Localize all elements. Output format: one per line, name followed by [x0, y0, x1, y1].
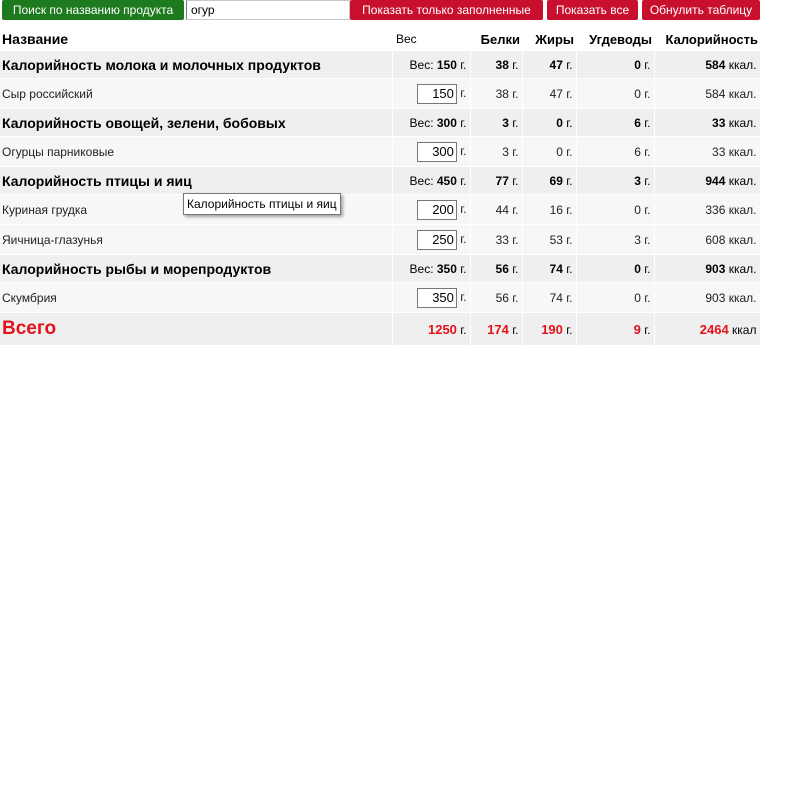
- category-row[interactable]: [0, 255, 760, 283]
- header-name: Название: [0, 27, 392, 51]
- category-fat-value: 69: [549, 173, 563, 188]
- table-header-row: [0, 27, 760, 51]
- total-carbs: [576, 313, 654, 346]
- category-kcal-value: 944: [705, 173, 726, 188]
- product-row: [0, 283, 760, 313]
- category-protein-unit: г.: [512, 261, 519, 276]
- weight-unit: г.: [460, 231, 467, 246]
- category-fat-value: 47: [549, 57, 563, 72]
- product-protein: 38 г.: [470, 79, 522, 109]
- product-fat: 53 г.: [522, 225, 576, 255]
- product-name: Куриная грудка: [0, 195, 392, 225]
- product-weight-cell: [392, 79, 470, 109]
- weight-input[interactable]: [417, 142, 457, 162]
- category-kcal: [654, 167, 760, 195]
- header-carbs: Угдеводы: [576, 27, 654, 51]
- product-protein: 33 г.: [470, 225, 522, 255]
- weight-unit: г.: [460, 289, 467, 304]
- category-kcal-unit: ккал.: [728, 173, 757, 188]
- category-protein-unit: г.: [512, 173, 519, 188]
- category-row[interactable]: [0, 109, 760, 137]
- product-kcal: 336 ккал.: [654, 195, 760, 225]
- category-fat-unit: г.: [566, 115, 573, 130]
- weight-input[interactable]: [417, 288, 457, 308]
- product-carbs: 6 г.: [576, 137, 654, 167]
- category-carbs-unit: г.: [644, 261, 651, 276]
- category-weight: [392, 109, 470, 137]
- category-weight-label: Вес:: [409, 261, 434, 276]
- search-by-name-button[interactable]: Поиск по названию продукта: [2, 0, 184, 20]
- product-fat: 16 г.: [522, 195, 576, 225]
- category-protein: [470, 255, 522, 283]
- product-row: [0, 225, 760, 255]
- category-name[interactable]: Калорийность овощей, зелени, бобовых: [0, 109, 392, 137]
- total-protein-unit: г.: [512, 322, 519, 337]
- header-protein: Белки: [470, 27, 522, 51]
- product-protein: 44 г.: [470, 195, 522, 225]
- category-carbs: [576, 109, 654, 137]
- weight-unit: г.: [460, 201, 467, 216]
- product-fat: 47 г.: [522, 79, 576, 109]
- category-weight-unit: г.: [460, 261, 467, 276]
- product-carbs: 0 г.: [576, 79, 654, 109]
- total-protein: [470, 313, 522, 346]
- total-kcal-unit: ккал: [732, 322, 757, 337]
- category-protein-unit: г.: [512, 115, 519, 130]
- product-kcal: 608 ккал.: [654, 225, 760, 255]
- product-carbs: 0 г.: [576, 195, 654, 225]
- category-weight-unit: г.: [460, 173, 467, 188]
- product-protein: 56 г.: [470, 283, 522, 313]
- nutrition-table: [0, 27, 761, 345]
- category-tooltip: Калорийность птицы и яиц: [183, 193, 341, 215]
- category-name[interactable]: Калорийность птицы и яиц: [0, 167, 392, 195]
- category-kcal-unit: ккал.: [728, 115, 757, 130]
- category-weight: [392, 167, 470, 195]
- product-weight-cell: [392, 225, 470, 255]
- total-fat-value: 190: [541, 321, 563, 337]
- total-label: Всего: [0, 313, 392, 346]
- category-weight: [392, 51, 470, 79]
- product-fat: 0 г.: [522, 137, 576, 167]
- product-name: Огурцы парниковые: [0, 137, 392, 167]
- show-filled-button[interactable]: Показать только заполненные: [350, 0, 543, 20]
- search-input[interactable]: [186, 0, 350, 20]
- category-weight-unit: г.: [460, 57, 467, 72]
- product-row: [0, 195, 760, 225]
- category-fat: [522, 167, 576, 195]
- category-kcal-value: 584: [705, 57, 726, 72]
- category-carbs-unit: г.: [644, 173, 651, 188]
- total-protein-value: 174: [487, 321, 509, 337]
- category-row[interactable]: [0, 51, 760, 79]
- weight-input[interactable]: [417, 230, 457, 250]
- category-fat: [522, 255, 576, 283]
- category-weight: [392, 255, 470, 283]
- total-fat: [522, 313, 576, 346]
- category-weight-label: Вес:: [409, 57, 434, 72]
- category-weight-value: 150: [436, 57, 457, 72]
- category-protein: [470, 51, 522, 79]
- product-kcal: 33 ккал.: [654, 137, 760, 167]
- category-kcal-value: 33: [712, 115, 726, 130]
- category-protein-unit: г.: [512, 57, 519, 72]
- product-carbs: 0 г.: [576, 283, 654, 313]
- product-name: Яичница-глазунья: [0, 225, 392, 255]
- category-carbs-unit: г.: [644, 57, 651, 72]
- product-carbs: 3 г.: [576, 225, 654, 255]
- product-kcal: 903 ккал.: [654, 283, 760, 313]
- show-all-button[interactable]: Показать все: [547, 0, 638, 20]
- product-protein: 3 г.: [470, 137, 522, 167]
- total-weight: [392, 313, 470, 346]
- product-fat: 74 г.: [522, 283, 576, 313]
- product-row: [0, 137, 760, 167]
- category-row[interactable]: [0, 167, 760, 195]
- product-name: Сыр российский: [0, 79, 392, 109]
- category-kcal-value: 903: [705, 261, 726, 276]
- total-fat-unit: г.: [566, 322, 573, 337]
- reset-table-button[interactable]: Обнулить таблицу: [642, 0, 760, 20]
- category-protein-value: 38: [495, 57, 509, 72]
- category-protein-value: 3: [502, 115, 509, 130]
- category-kcal: [654, 109, 760, 137]
- category-protein: [470, 167, 522, 195]
- header-kcal: Калорийность: [654, 27, 760, 51]
- category-carbs-value: 6: [634, 115, 641, 130]
- total-weight-unit: г.: [460, 322, 467, 337]
- product-weight-cell: [392, 137, 470, 167]
- total-row: [0, 313, 760, 346]
- weight-unit: г.: [460, 143, 467, 158]
- total-kcal: [654, 313, 760, 346]
- weight-input[interactable]: [417, 84, 457, 104]
- category-weight-label: Вес:: [409, 115, 434, 130]
- total-kcal-value: 2464: [699, 321, 729, 337]
- toolbar: [0, 0, 800, 22]
- category-fat-unit: г.: [566, 57, 573, 72]
- weight-unit: г.: [460, 85, 467, 100]
- category-fat-unit: г.: [566, 173, 573, 188]
- category-carbs-value: 0: [634, 57, 641, 72]
- category-carbs-value: 3: [634, 173, 641, 188]
- weight-input[interactable]: [417, 200, 457, 220]
- category-weight-label: Вес:: [409, 173, 434, 188]
- category-fat-value: 74: [549, 261, 563, 276]
- category-name[interactable]: Калорийность рыбы и морепродуктов: [0, 255, 392, 283]
- product-weight-cell: [392, 195, 470, 225]
- category-kcal-unit: ккал.: [728, 261, 757, 276]
- category-weight-value: 450: [436, 173, 457, 188]
- category-kcal-unit: ккал.: [728, 57, 757, 72]
- category-kcal: [654, 255, 760, 283]
- category-carbs: [576, 51, 654, 79]
- category-carbs-unit: г.: [644, 115, 651, 130]
- category-weight-value: 350: [436, 261, 457, 276]
- total-weight-value: 1250: [427, 321, 457, 337]
- total-carbs-unit: г.: [644, 322, 651, 337]
- category-weight-unit: г.: [460, 115, 467, 130]
- category-name[interactable]: Калорийность молока и молочных продуктов: [0, 51, 392, 79]
- product-kcal: 584 ккал.: [654, 79, 760, 109]
- category-weight-value: 300: [436, 115, 457, 130]
- category-protein-value: 56: [495, 261, 509, 276]
- total-carbs-value: 9: [633, 321, 641, 337]
- category-protein-value: 77: [495, 173, 509, 188]
- product-row: [0, 79, 760, 109]
- header-weight: Вес: [392, 27, 470, 51]
- category-fat: [522, 109, 576, 137]
- category-carbs: [576, 167, 654, 195]
- category-protein: [470, 109, 522, 137]
- header-fat: Жиры: [522, 27, 576, 51]
- product-name: Скумбрия: [0, 283, 392, 313]
- category-fat-value: 0: [556, 115, 563, 130]
- category-carbs: [576, 255, 654, 283]
- product-weight-cell: [392, 283, 470, 313]
- category-carbs-value: 0: [634, 261, 641, 276]
- category-fat: [522, 51, 576, 79]
- category-fat-unit: г.: [566, 261, 573, 276]
- category-kcal: [654, 51, 760, 79]
